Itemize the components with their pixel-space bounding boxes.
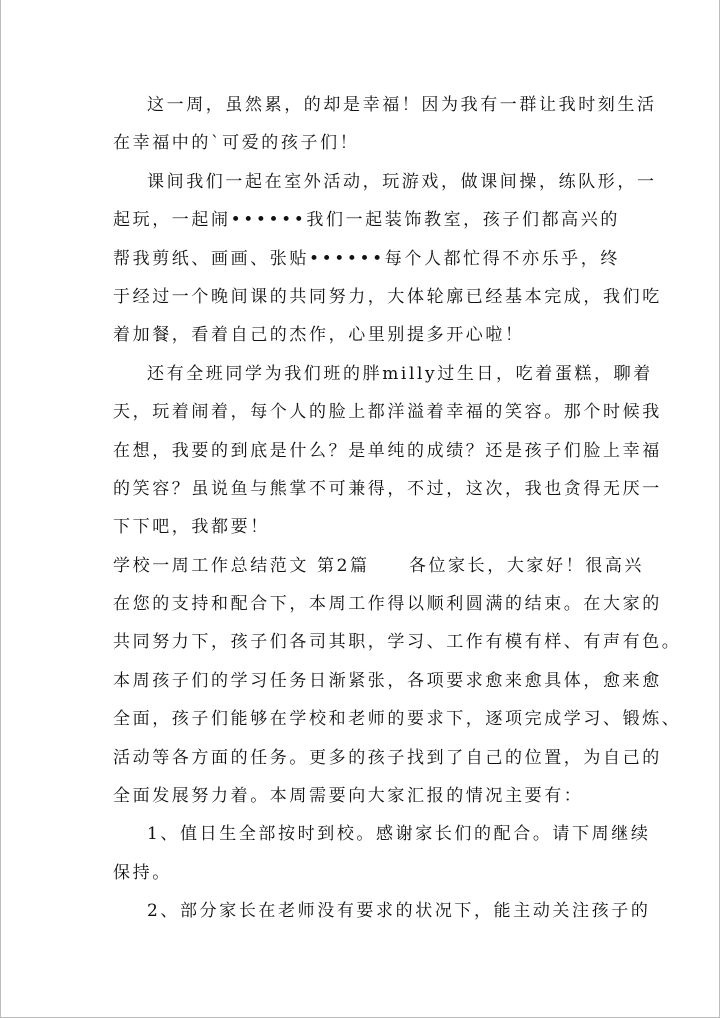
text-line: 的笑容？虽说鱼与熊掌不可兼得，不过，这次，我也贪得无厌一 <box>113 479 662 499</box>
text-line: 本周孩子们的学习任务日渐紧张，各项要求愈来愈具体，愈来愈 <box>113 671 662 691</box>
text-line: 在想，我要的到底是什么？是单纯的成绩？还是孩子们脸上幸福 <box>113 441 662 461</box>
text-line: 天，玩着闹着，每个人的脸上都洋溢着幸福的笑容。那个时候我 <box>113 402 662 422</box>
text-line: 帮我剪纸、画画、张贴••••••每个人都忙得不亦乐乎，终 <box>113 249 620 269</box>
text-line: 共同努力下，孩子们各司其职，学习、工作有模有样、有声有色。 <box>113 632 682 652</box>
list-item-line: 1、值日生全部按时到校。感谢家长们的配合。请下周继续 <box>147 824 651 844</box>
text-line: 这一周，虽然累，的却是幸福！因为我有一群让我时刻生活 <box>147 95 657 115</box>
text-line: 保持。 <box>113 863 172 883</box>
text-line: 在幸福中的`可爱的孩子们！ <box>113 133 360 153</box>
text-line: 于经过一个晚间课的共同努力，大体轮廓已经基本完成，我们吃 <box>113 287 662 307</box>
text-line: 着加餐，看着自己的杰作，心里别提多开心啦！ <box>113 325 525 345</box>
text-line: 全面发展努力着。本周需要向大家汇报的情况主要有： <box>113 786 584 806</box>
text-line: 课间我们一起在室外活动，玩游戏，做课间操，练队形，一 <box>147 172 657 192</box>
text-line: 还有全班同学为我们班的胖milly过生日，吃着蛋糕，聊着 <box>147 364 653 384</box>
list-item-line: 2、部分家长在老师没有要求的状况下，能主动关注孩子的 <box>147 901 651 921</box>
text-line: 活动等各方面的任务。更多的孩子找到了自己的位置，为自己的 <box>113 748 662 768</box>
text-line: 在您的支持和配合下，本周工作得以顺利圆满的结束。在大家的 <box>113 594 662 614</box>
text-line: 全面，孩子们能够在学校和老师的要求下，逐项完成学习、锻炼、 <box>113 709 682 729</box>
text-line: 下下吧，我都要！ <box>113 517 270 537</box>
text-line: 起玩，一起闹••••••我们一起装饰教室，孩子们都高兴的 <box>113 210 620 230</box>
section-heading-line: 学校一周工作总结范文 第2篇 各位家长，大家好！很高兴 <box>113 556 645 576</box>
